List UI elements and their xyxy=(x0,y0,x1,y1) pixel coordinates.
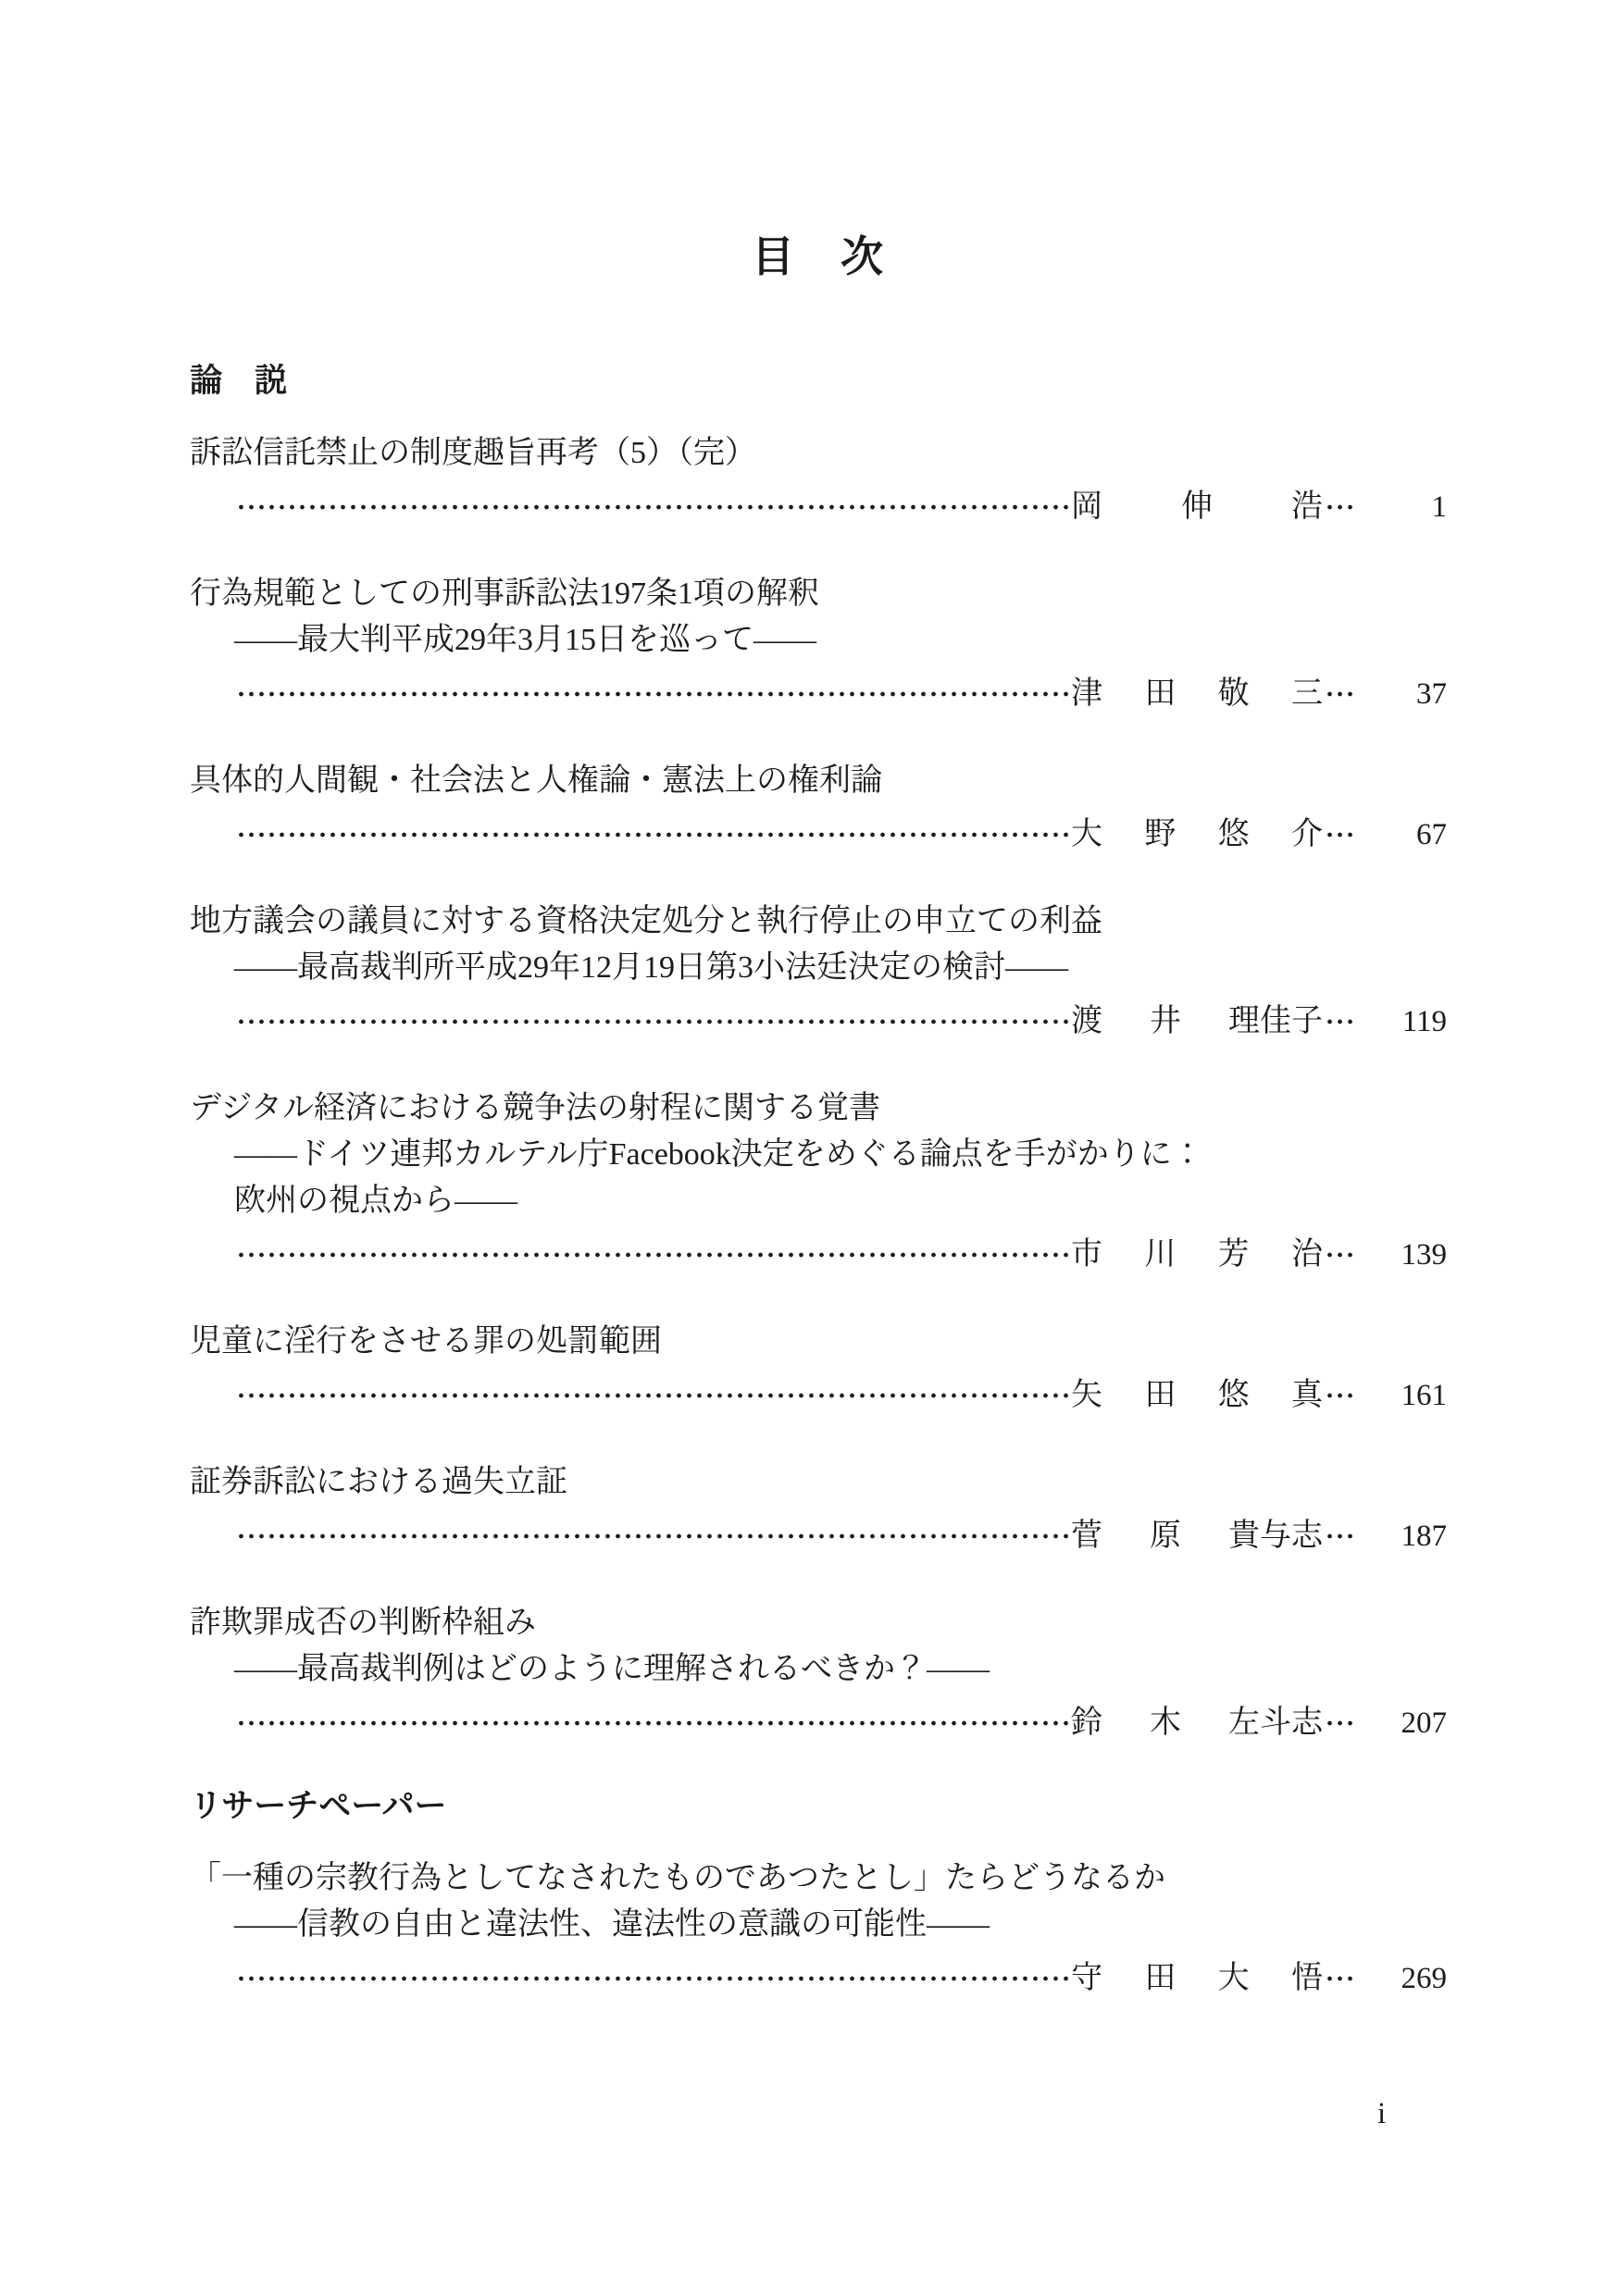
leader-dots xyxy=(234,1530,1071,1543)
toc-content xyxy=(190,231,1447,2042)
entry-title-lines xyxy=(190,1319,1447,1365)
author-name-part: 介 xyxy=(1290,817,1323,852)
author-name-part: 岡 xyxy=(1071,490,1102,525)
entry-leader-row xyxy=(234,1232,1447,1278)
entry-page-number: 119 xyxy=(1401,1005,1447,1039)
author-name-part: 木 xyxy=(1150,1706,1181,1741)
author-name-part: 三 xyxy=(1290,676,1323,712)
author-name-part: 左斗志 xyxy=(1228,1706,1323,1741)
author-name-part: 守 xyxy=(1071,1961,1102,1996)
leader-dots-after-author xyxy=(1323,1389,1358,1402)
toc-sections xyxy=(190,362,1447,2002)
leader-dots-after-author xyxy=(1323,1248,1358,1261)
author-name xyxy=(1071,1372,1323,1419)
toc-entry xyxy=(190,1319,1447,1419)
author-name-part: 矢 xyxy=(1071,1378,1102,1413)
entry-title-line: 児童に淫行をさせる罪の処罰範囲 xyxy=(190,1324,662,1359)
entry-title-line: 欧州の視点から—— xyxy=(234,1184,517,1219)
leader-dots xyxy=(234,1248,1071,1261)
section-heading: 論 説 xyxy=(190,363,288,400)
leader-dots-after-author xyxy=(1323,1972,1358,1985)
author-name-part: 敬 xyxy=(1217,676,1250,712)
entry-page-number: 161 xyxy=(1401,1379,1447,1413)
entry-page-number: 269 xyxy=(1401,1962,1447,1996)
author-name-part: 鈴 xyxy=(1071,1706,1102,1741)
author-name-part: 伸 xyxy=(1181,490,1213,525)
page-title: 目 次 xyxy=(752,233,885,280)
author-name xyxy=(1071,1955,1323,2002)
entry-title-line: ——信教の自由と違法性、違法性の意識の可能性—— xyxy=(234,1907,990,1942)
author-name-part: 野 xyxy=(1144,817,1177,852)
entry-title-line: ——ドイツ連邦カルテル庁Facebook決定をめぐる論点を手がかりに： xyxy=(234,1137,1203,1173)
author-name-part: 貴与志 xyxy=(1228,1519,1323,1554)
author-name xyxy=(1071,1700,1323,1746)
leader-dots xyxy=(234,1389,1071,1402)
entry-title-line: 「一種の宗教行為としてなされたものであつたとし」たらどうなるか xyxy=(190,1861,1165,1896)
toc-entry xyxy=(190,1459,1447,1559)
author-name-part: 悠 xyxy=(1217,1378,1250,1413)
toc-entry xyxy=(190,1855,1447,2002)
entry-title-lines xyxy=(190,1600,1447,1693)
entry-title-line: 証券訴訟における過失立証 xyxy=(190,1465,567,1500)
toc-entry xyxy=(190,1600,1447,1746)
entry-title-line: 訴訟信託禁止の制度趣旨再考（5）（完） xyxy=(190,436,756,471)
entry-title-lines xyxy=(190,1086,1447,1224)
entry-title-lines xyxy=(190,1855,1447,1948)
author-name-part: 原 xyxy=(1150,1519,1181,1554)
author-name xyxy=(1071,1232,1323,1278)
folio-page-number: i xyxy=(1377,2097,1387,2130)
entry-title-lines xyxy=(190,758,1447,804)
author-name-part: 大 xyxy=(1071,817,1102,852)
entry-leader-row xyxy=(234,1372,1447,1419)
leader-dots xyxy=(234,688,1071,701)
author-name xyxy=(1071,671,1323,717)
leader-dots-after-author xyxy=(1323,688,1358,701)
toc-entry xyxy=(190,758,1447,858)
entry-page-number: 67 xyxy=(1416,818,1447,852)
entry-title-line: ——最高裁判例はどのように理解されるべきか？—— xyxy=(234,1652,990,1687)
entry-title-lines xyxy=(190,899,1447,991)
entry-page-number: 37 xyxy=(1416,677,1447,712)
entry-title-lines xyxy=(190,571,1447,664)
author-name-part: 悟 xyxy=(1290,1961,1323,1996)
leader-dots xyxy=(234,828,1071,841)
author-name-part: 田 xyxy=(1144,1961,1177,1996)
entry-leader-row xyxy=(234,1513,1447,1559)
author-name-part: 井 xyxy=(1150,1004,1181,1039)
leader-dots-after-author xyxy=(1323,501,1358,514)
entry-leader-row xyxy=(234,999,1447,1045)
entry-list xyxy=(190,1855,1447,2002)
entry-title-line: 行為規範としての刑事訴訟法197条1項の解釈 xyxy=(190,577,819,612)
entry-leader-row xyxy=(234,1955,1447,2002)
author-name-part: 川 xyxy=(1144,1237,1177,1272)
entry-title-lines xyxy=(190,1459,1447,1506)
entry-title-line: 詐欺罪成否の判断枠組み xyxy=(190,1606,536,1641)
leader-dots xyxy=(234,1015,1071,1028)
author-name xyxy=(1071,484,1323,530)
author-name xyxy=(1071,812,1323,858)
toc-section xyxy=(190,362,1447,1746)
author-name-part: 田 xyxy=(1144,676,1177,712)
entry-leader-row xyxy=(234,671,1447,717)
author-name-part: 浩 xyxy=(1291,490,1323,525)
entry-page-number: 139 xyxy=(1401,1238,1447,1272)
author-name-part: 菅 xyxy=(1071,1519,1102,1554)
entry-page-number: 207 xyxy=(1401,1706,1447,1741)
entry-title-line: デジタル経済における競争法の射程に関する覚書 xyxy=(190,1091,880,1126)
author-name-part: 津 xyxy=(1071,676,1102,712)
leader-dots xyxy=(234,1972,1071,1985)
entry-title-line: 地方議会の議員に対する資格決定処分と執行停止の申立ての利益 xyxy=(190,904,1102,939)
entry-page-number: 1 xyxy=(1431,490,1447,525)
author-name-part: 治 xyxy=(1290,1237,1323,1272)
entry-leader-row xyxy=(234,1700,1447,1746)
leader-dots xyxy=(234,1717,1071,1730)
entry-title-lines xyxy=(190,430,1447,477)
entry-page-number: 187 xyxy=(1401,1520,1447,1554)
entry-leader-row xyxy=(234,812,1447,858)
leader-dots-after-author xyxy=(1323,1015,1358,1028)
author-name-part: 市 xyxy=(1071,1237,1102,1272)
section-heading: リサーチペーパー xyxy=(190,1788,447,1825)
entry-title-line: ——最高裁判所平成29年12月19日第3小法廷決定の検討—— xyxy=(234,950,1068,986)
leader-dots-after-author xyxy=(1323,1530,1358,1543)
author-name-part: 理佳子 xyxy=(1228,1004,1323,1039)
author-name-part: 真 xyxy=(1290,1378,1323,1413)
leader-dots-after-author xyxy=(1323,1717,1358,1730)
author-name xyxy=(1071,999,1323,1045)
author-name-part: 芳 xyxy=(1217,1237,1250,1272)
author-name xyxy=(1071,1513,1323,1559)
toc-entry xyxy=(190,899,1447,1045)
entry-leader-row xyxy=(234,484,1447,530)
author-name-part: 大 xyxy=(1217,1961,1250,1996)
leader-dots xyxy=(234,501,1071,514)
entry-title-line: 具体的人間観・社会法と人権論・憲法上の権利論 xyxy=(190,763,882,799)
toc-entry xyxy=(190,430,1447,530)
entry-list xyxy=(190,430,1447,1746)
toc-entry xyxy=(190,571,1447,717)
entry-title-line: ——最大判平成29年3月15日を巡って—— xyxy=(234,623,816,658)
author-name-part: 田 xyxy=(1144,1378,1177,1413)
author-name-part: 悠 xyxy=(1217,817,1250,852)
author-name-part: 渡 xyxy=(1071,1004,1102,1039)
toc-entry xyxy=(190,1086,1447,1278)
leader-dots-after-author xyxy=(1323,828,1358,841)
toc-section xyxy=(190,1787,1447,2002)
